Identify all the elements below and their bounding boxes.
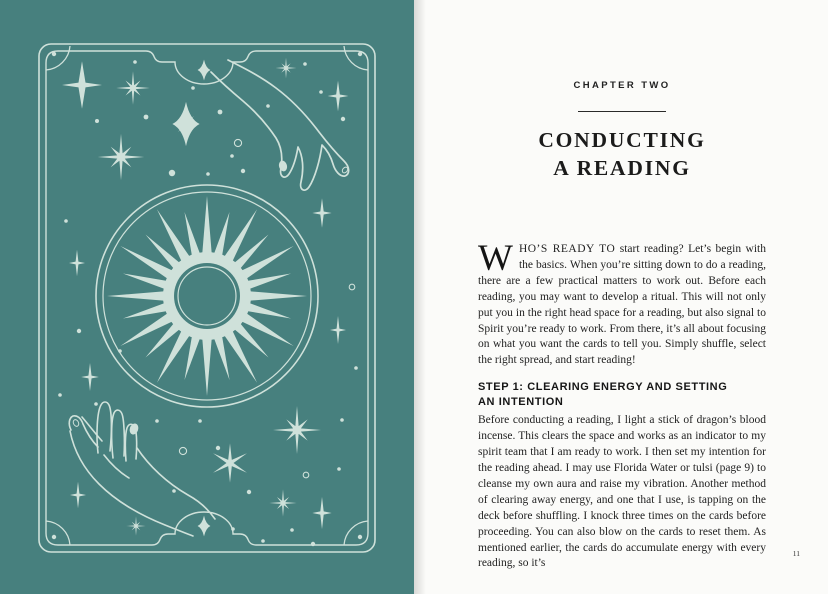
section-heading [478, 380, 766, 409]
text-column [478, 0, 766, 572]
hand-reaching-down-icon [211, 60, 349, 190]
eight-point-star-icon [116, 71, 150, 105]
divider-rule [578, 111, 666, 112]
eight-point-star-icon [269, 489, 296, 516]
chapter-kicker: CHAPTER TWO [573, 80, 671, 91]
eight-point-star-icon [98, 134, 144, 180]
thumb-nail [72, 419, 80, 428]
four-point-star-icon [81, 363, 99, 391]
sun-core [174, 263, 240, 329]
four-point-star-icon [62, 61, 102, 109]
chapter-title-line2: A READING [553, 156, 691, 180]
four-point-star-icon [328, 81, 349, 112]
sun-emblem [96, 185, 318, 407]
four-point-star-icon [312, 497, 331, 529]
intro-paragraph-text: start reading? Let’s begin with the basics. When you’re sitting down to do a reading, there are a few practical matters to work out. Before each reading, you may want to develop a ritual. This will not only put you in the right head space for a reading, but also signal to Spirit you’re ready to work. From there, it’s all about focusing on what you want the cards to tell you. Simply shuffle, select the right spread, and start reading! [478, 243, 766, 367]
eight-point-star-icon [273, 406, 321, 454]
four-point-star-icon [330, 316, 346, 344]
hand-reaching-up-icon [69, 402, 215, 536]
section-heading-line1: STEP 1: CLEARING ENERGY AND SETTING [478, 381, 728, 394]
body-paragraph: Before conducting a reading, I light a stick of dragon’s blood incense. This clears the space and works as an indicator to my spirit team that I am ready to work. I then set my intention for the reading ahead. I may use Florida Water or tulsi (page 9) to cleanse my own aura and raise my vibration. Another method of clearing away energy, and one that I use, is tapping on the deck before shuffling. I knock three times on the cards before proceeding. You can also blow on the cards to reset them. As mentioned earlier, the cards do accumulate energy with every reading, so it’s [478, 414, 766, 570]
eight-point-star-icon [126, 516, 145, 535]
section-heading-line2: AN INTENTION [478, 395, 564, 408]
bottom-notch-sparkle-icon [198, 516, 211, 537]
four-point-star-icon [312, 198, 331, 227]
drop-cap: W [478, 238, 513, 279]
page-number: 11 [792, 549, 800, 558]
fingernail [278, 160, 289, 173]
right-page-text [414, 0, 828, 594]
lead-in-caps: HO’S READY TO [518, 243, 616, 255]
top-notch-sparkle-icon [198, 60, 211, 81]
intro-paragraph [478, 238, 766, 369]
page-gutter-shadow [414, 0, 426, 594]
four-point-star-icon [70, 482, 86, 509]
four-point-star-icon [69, 250, 85, 277]
chapter-title-line1: CONDUCTING [538, 128, 706, 152]
eight-point-star-icon [276, 58, 297, 79]
chapter-title [478, 126, 766, 182]
